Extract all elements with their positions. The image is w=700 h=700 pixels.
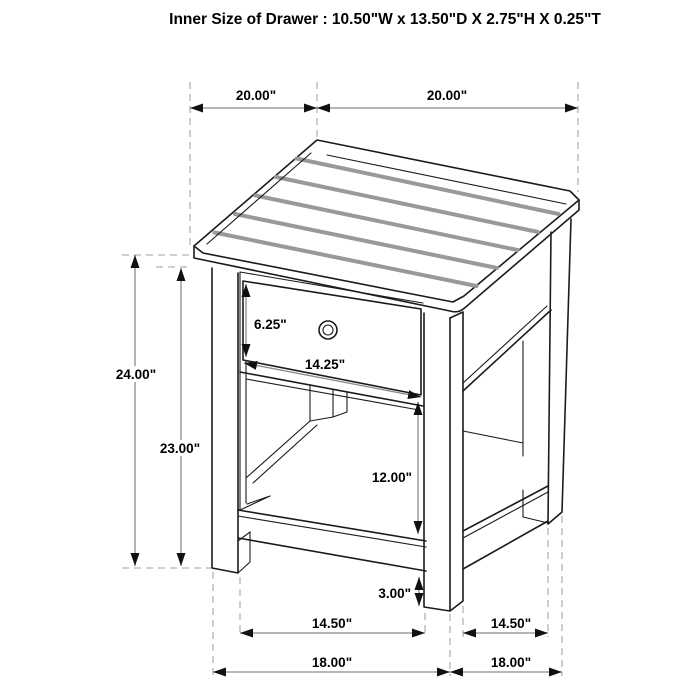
open-compartment [246,385,347,483]
front-right-leg [424,312,463,611]
dim-label-top-depth: 20.00" [235,88,277,103]
dim-label-side-depth: 18.00" [490,655,532,670]
dim-label-shelf-opening-height: 12.00" [371,470,412,485]
dim-label-top-width: 20.00" [426,88,468,103]
dim-label-under-top-height: 23.00" [159,441,201,456]
diagram-title: Inner Size of Drawer : 10.50"W x 13.50"D X 2.75"H X 0.25"T [169,11,601,28]
dim-label-front-leg-gap: 14.50" [311,616,353,631]
dim-label-side-leg-gap: 14.50" [490,616,532,631]
lower-shelf [238,486,548,571]
dim-label-overall-height: 24.00" [115,367,157,382]
dim-label-bottom-clearance: 3.00" [378,586,411,601]
dim-label-drawer-front-height: 6.25" [254,317,287,332]
dim-label-front-width: 18.00" [311,655,353,670]
dim-label-drawer-opening-width: 14.25" [304,357,346,372]
table-structure [194,140,579,611]
back-right-leg [523,219,571,524]
right-side-apron [463,306,551,443]
